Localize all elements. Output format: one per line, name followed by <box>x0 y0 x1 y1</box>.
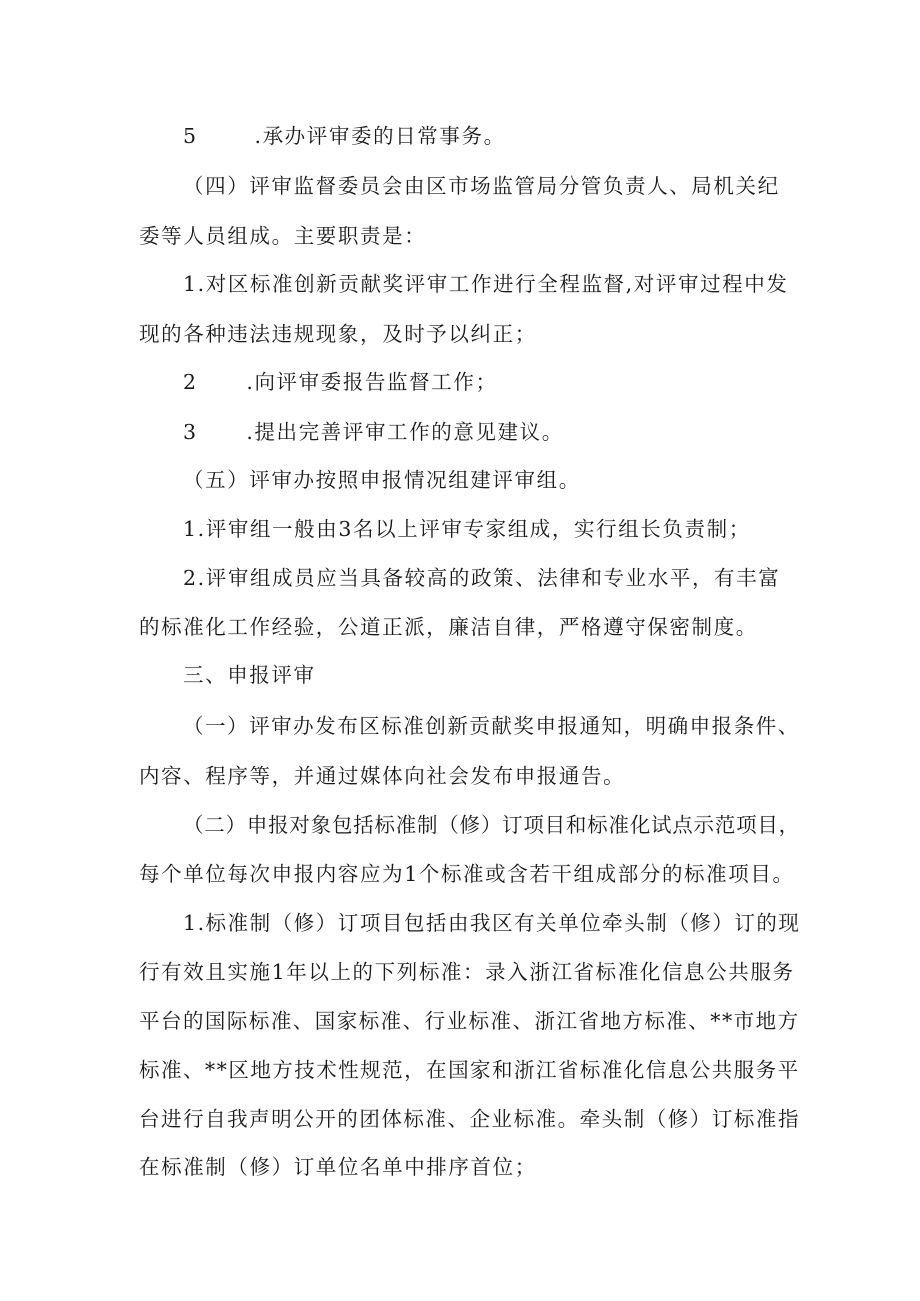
text-line: 平台的国际标准、国家标准、行业标准、浙江省地方标准、**市地方 <box>139 1009 800 1033</box>
text-line: 3 .提出完善评审工作的意见建议。 <box>183 420 564 444</box>
text-line: 的标准化工作经验，公道正派，廉洁自律，严格遵守保密制度。 <box>139 615 758 639</box>
text-line: （四）评审监督委员会由区市场监管局分管负责人、局机关纪 <box>183 174 780 198</box>
text-line: 行有效且实施1年以上的下列标准：录入浙江省标准化信息公共服务 <box>139 960 795 984</box>
text-line: （五）评审办按照申报情况组建评审组。 <box>183 468 581 492</box>
text-line: 在标准制（修）订单位名单中排序首位； <box>139 1155 537 1179</box>
text-line: （一）评审办发布区标准创新贡献奖申报通知，明确申报条件、 <box>183 714 800 738</box>
text-line: 标准、**区地方技术性规范，在国家和浙江省标准化信息公共服务平 <box>139 1058 800 1082</box>
text-line: 委等人员组成。主要职责是： <box>139 224 427 248</box>
text-line: 1.评审组一般由3名以上评审专家组成，实行组长负责制； <box>183 517 751 541</box>
text-line: （二）申报对象包括标准制（修）订项目和标准化试点示范项目， <box>183 813 800 837</box>
text-line: 1.标准制（修）订项目包括由我区有关单位牵头制（修）订的现 <box>183 911 801 935</box>
text-line: 5 .承办评审委的日常事务。 <box>183 124 506 148</box>
text-line: 内容、程序等，并通过媒体向社会发布申报通告。 <box>139 764 626 788</box>
text-line: 台进行自我声明公开的团体标准、企业标准。牵头制（修）订标准指 <box>139 1107 800 1131</box>
text-line: 现的各种违法违规现象，及时予以纠正； <box>139 322 537 346</box>
text-line: 2 .向评审委报告监督工作； <box>183 370 498 394</box>
text-line: 每个单位每次申报内容应为1个标准或含若干组成部分的标准项目。 <box>139 862 795 886</box>
text-line: 1.对区标准创新贡献奖评审工作进行全程监督,对评审过程中发 <box>183 272 789 296</box>
section-heading: 三、申报评审 <box>183 663 316 687</box>
text-line: 2.评审组成员应当具备较高的政策、法律和专业水平，有丰富 <box>183 566 781 590</box>
